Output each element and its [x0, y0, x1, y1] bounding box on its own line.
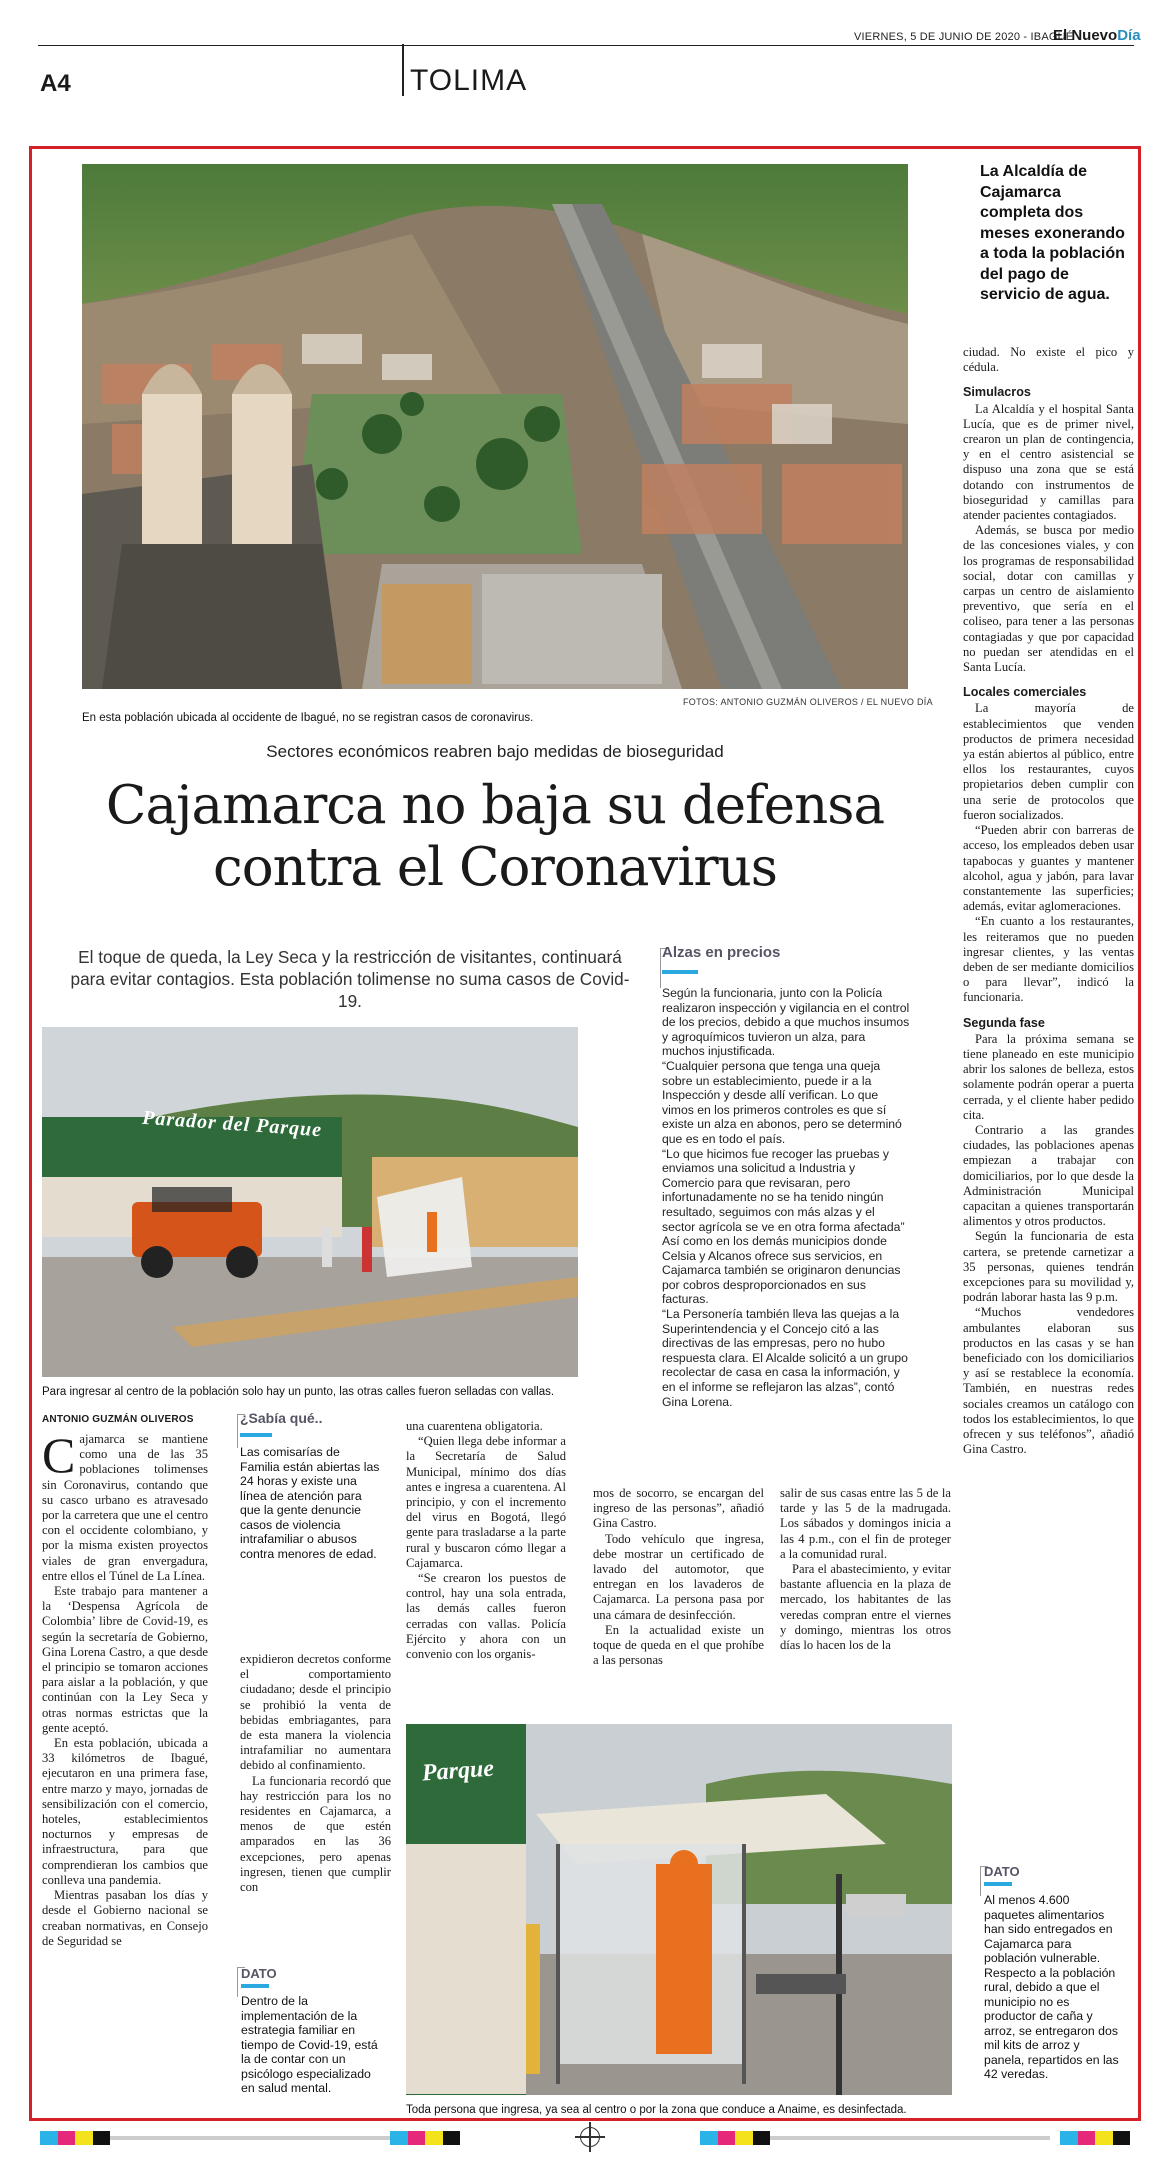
alzas-paragraph: “Lo que hicimos fue recoger las pruebas y enviamos una solicitud a Industria y Comercio para que revisaran, pero infortunadamente no se ha tenido ningún resultado, seguimos con más alzas y el sector agrícola se ve en otra forma afectada”	[662, 1146, 905, 1234]
newspaper-logo	[1053, 27, 1141, 44]
registration-bar-right	[1060, 2131, 1130, 2145]
alzas-paragraph: “Cualquier persona que tenga una queja sobre un establecimiento, puede ir a la Inspección y desde allí verifican. Lo que vimos en los primeros controles es que sí existe un alza en abonos, pero se determinó que es en todo el país.	[662, 1058, 902, 1146]
column-text: salir de sus casas entre las 5 de la tarde y las 5 de la madrugada. Los sábados y domingos inicia a las 4 p.m., con el fin de proteger a la comunidad rural.	[780, 1486, 951, 1561]
drop-cap: C	[42, 1427, 76, 1483]
photo-credit: FOTOS: ANTONIO GUZMÁN OLIVEROS / EL NUEVO DÍA	[683, 697, 933, 707]
pull-quote: La Alcaldía de Cajamarca completa dos meses exonerando a toda la población del pago de servicio de agua.	[980, 163, 1125, 303]
aerial-town-photo	[82, 164, 908, 689]
column-text: La mayoría de establecimientos que venden productos de primera necesidad ya están abiertos al público, entre ellos los restaurantes, cuyos propietarios deben cumplir con una serie de protocolos que fueron socializados.	[963, 701, 1134, 822]
section-divider	[402, 44, 404, 96]
column-text: La funcionaria recordó que hay restricción para los no residentes en Cajamarca, a menos de que estén amparados en las 36 excepciones, pero apenas ingresen, tienen que cumplir con	[240, 1773, 391, 1895]
alzas-title: Alzas en precios	[662, 944, 781, 961]
page-number: A4	[40, 70, 71, 97]
sabia-title: ¿Sabía qué..	[240, 1410, 323, 1426]
registration-bar-mid-left	[390, 2131, 460, 2145]
registration-line	[110, 2136, 390, 2140]
bottom-photo-caption: Toda persona que ingresa, ya sea al centro o por la zona que conduce a Anaime, es desinfectada.	[406, 2104, 907, 2116]
subhead-simulacros: Simulacros	[963, 385, 1031, 400]
dato2-accent-bar	[984, 1882, 1012, 1886]
column-text: Además, se busca por medio de las concesiones viales, y con los programas de responsabilidad social, dotar con camillas y carpas un centro de aislamiento preventivo, que sería en el coliseo, para tener a las personas contagiadas y que por capacidad no puedan ser atendidas en el Santa Lucía.	[963, 523, 1134, 675]
registration-line-right	[770, 2136, 1050, 2140]
column-text: expidieron decretos conforme el comportamiento ciudadano; desde el principio se prohibió la venta de bebidas embriagantes, para de esta manera la violencia intrafamiliar no aumentara debido al confinamiento.	[240, 1652, 391, 1773]
date-line: VIERNES, 5 DE JUNIO DE 2020 - IBAGUÉ	[854, 31, 1074, 43]
registration-bar-left	[40, 2131, 110, 2145]
logo-accent: Día	[1117, 27, 1141, 44]
header-rule	[38, 45, 1134, 46]
column-text: mos de socorro, se encargan del ingreso de las personas”, añadió Gina Castro.	[593, 1486, 764, 1531]
column-text: Para la próxima semana se tiene planeado en este municipio abrir los salones de belleza, estos solamente podrán operar a puerta cerrada, y el cliente haber pedido cita.	[963, 1031, 1134, 1122]
alzas-paragraph: Así como en los demás municipios donde Celsia y Alcanos ofrece sus servicios, en Cajamarca también se originaron denuncias por cobros desproporcionados en sus facturas.	[662, 1234, 901, 1307]
headline-line-2: contra el Coronavirus	[213, 837, 777, 898]
article-column-2	[240, 1652, 391, 1895]
column-text: En esta población, ubicada a 33 kilómetros de Ibagué, ejecutaron en una primera fase, entre marzo y mayo, jornadas de sensibilización con el comercio, hoteles, establecimientos nocturnos y empresas de infraestructura, para que comprendieran los cambios que conlleva una pandemia.	[42, 1736, 208, 1887]
column-text: Contrario a las grandes ciudades, las poblaciones apenas empiezan a trabajar con domiciliarios, por lo que desde la Administración Municipal capacitan a quienes transportarán alimentos y otros productos.	[963, 1122, 1134, 1229]
column-text: Todo vehículo que ingresa, debe mostrar un certificado de lavado del automotor, que entregan en los lavaderos de Cajamarca. La persona pasa por una cámara de desinfección.	[593, 1531, 764, 1622]
kicker: Sectores económicos reabren bajo medidas de bioseguridad	[266, 742, 724, 761]
column-text: ciudad. No existe el pico y cédula.	[963, 345, 1134, 375]
top-photo-caption: En esta población ubicada al occidente de Ibagué, no se registran casos de coronavirus.	[82, 712, 534, 724]
headline-line-1: Cajamarca no baja su defensa	[105, 775, 885, 836]
column-text: una cuarentena obligatoria.	[406, 1419, 543, 1433]
sabia-text: Las comisarías de Familia están abiertas las 24 horas y existe una línea de atención para que la gente denuncie casos de violencia intrafamiliar o abusos contra menores de edad.	[240, 1445, 380, 1561]
article-column-3	[406, 1419, 566, 1662]
parque-sign: Parque	[421, 1755, 495, 1787]
column-text: “Muchos vendedores ambulantes elaboran sus productos en las casas y se han beneficiado con los domiciliarios y así se restablece la economía. También, en nuestras redes sociales creamos un catálogo con todos los establecimientos, lo que ofrecen y sus teléfonos”, añadió Gina Castro.	[963, 1305, 1134, 1457]
disinfection-booth-photo	[406, 1724, 952, 2095]
column-text: Según la funcionaria de esta cartera, se pretende carnetizar a 35 personas, quienes tendrán excepciones para su movilidad y, podrán laborar hasta las 9 p.m.	[963, 1229, 1134, 1305]
alzas-accent-bar	[662, 970, 698, 974]
headline	[50, 775, 940, 899]
alzas-body	[662, 986, 910, 1409]
column-text: Este trabajo para mantener a la ‘Despensa Agrícola de Colombia’ libre de Covid-19, es según la secretaría de Gobierno, Gina Lorena Castro, a que desde el principio se tomaron acciones para aislar a la población, y que continúan con la Ley Seca y otras normas estrictas que la gente aceptó.	[42, 1584, 208, 1735]
column-text: Mientras pasaban los días y desde el Gobierno nacional se creaban normativas, en Consejo de Seguridad se	[42, 1888, 208, 1948]
deck: El toque de queda, la Ley Seca y la restricción de visitantes, continuará para evitar contagios. Esta población tolimense no suma casos de Covid-19.	[70, 947, 630, 1011]
alzas-paragraph: “La Personería también lleva las quejas a la Superintendencia y el Concejo citó a las directivas de las empresas, pero no hubo respuesta clara. El Alcalde solicitó a un grupo recolectar de casa en casa la información, y en el informe se reflejaron las alzas”, contó Gina Lorena.	[662, 1307, 908, 1409]
mid-photo-caption: Para ingresar al centro de la población solo hay un punto, las otras calles fueron selladas con vallas.	[42, 1386, 555, 1398]
logo-main: El Nuevo	[1053, 27, 1118, 44]
dato1-text: Dentro de la implementación de la estrategia familiar en tiempo de Covid-19, está la de contar con un psicólogo especializado en salud mental.	[241, 1994, 378, 2095]
section-name: TOLIMA	[410, 64, 528, 97]
registration-bar-mid-right	[700, 2131, 770, 2145]
byline: ANTONIO GUZMÁN OLIVEROS	[42, 1414, 194, 1425]
column-text: La Alcaldía y el hospital Santa Lucía, que es de primer nivel, crearon un plan de contingencia, y en el centro asistencial se dispuso una zona que se está dotando con instrumentos de bioseguridad y camillas para atender pacientes contagiados.	[963, 401, 1134, 523]
article-column-right	[963, 345, 1134, 1457]
parador-sign: Parador del Parque	[141, 1106, 323, 1142]
dato1-accent-bar	[241, 1984, 269, 1988]
column-text: Para el abastecimiento, y evitar bastante afluencia en la plaza de mercado, los habitantes de las veredas compran entre el viernes y domingo, mientras los otros días lo hacen los de la	[780, 1562, 951, 1653]
dato2-text: Al menos 4.600 paquetes alimentarios han sido entregados en Cajamarca para población vulnerable. Respecto a la población rural, debido a que el municipio no es productor de caña y arroz, se entregaron dos mil kits de arroz y panela, repartidos en las 42 veredas.	[984, 1893, 1119, 2081]
dato1-title: DATO	[241, 1966, 277, 1981]
crosshair-v	[589, 2122, 591, 2152]
article-column-1	[42, 1427, 208, 1949]
column-text: “Se crearon los puestos de control, hay una sola entrada, las demás calles fueron cerradas con vallas. Policía Ejército y ahora con un convenio con los organis-	[406, 1571, 566, 1662]
article-column-5	[780, 1486, 951, 1653]
column-text: “En cuanto a los restaurantes, les reiteramos que no pueden ingresar clientes, y las ventas deben de ser mediante domicilios o para llevar”, indicó la funcionaria.	[963, 914, 1134, 1005]
checkpoint-street-photo	[42, 1027, 578, 1377]
subhead-segunda-fase: Segunda fase	[963, 1015, 1045, 1030]
subhead-locales: Locales comerciales	[963, 685, 1087, 700]
alzas-paragraph: Según la funcionaria, junto con la Policía realizaron inspección y vigilancia en el control de los precios, debido a que muchos insumos y agroquímicos tuvieron un alza, para muchos injustificada.	[662, 986, 910, 1059]
column-text: En la actualidad existe un toque de queda en el que prohíbe a las personas	[593, 1622, 764, 1668]
column-text: “Quien llega debe informar a la Secretaría de Salud Municipal, mínimo dos días antes e ingresa a cuarentena. Al principio, y con el incremento del virus en Bogotá, llegó gente para trasladarse a la parte rural y buscaron cómo llegar a Cajamarca.	[406, 1434, 566, 1570]
column-text: ajamarca se mantiene como una de las 35 poblaciones tolimenses sin Coronavirus, contando que su casco urbano es atravesado por la carretera que une el centro con el occidente colombiano, y por la misma existen proyectos viales de gran envergadura, entre ellos el Túnel de La Línea.	[42, 1432, 208, 1583]
dato2-title: DATO	[984, 1864, 1020, 1879]
sabia-accent-bar	[240, 1433, 272, 1437]
column-text: “Pueden abrir con barreras de acceso, los empleados deben usar tapabocas y guantes y mantener alcohol, agua y jabón, para lavar constantemente las superficies; además, evitar aglomeraciones.	[963, 823, 1134, 914]
article-column-4	[593, 1486, 764, 1668]
